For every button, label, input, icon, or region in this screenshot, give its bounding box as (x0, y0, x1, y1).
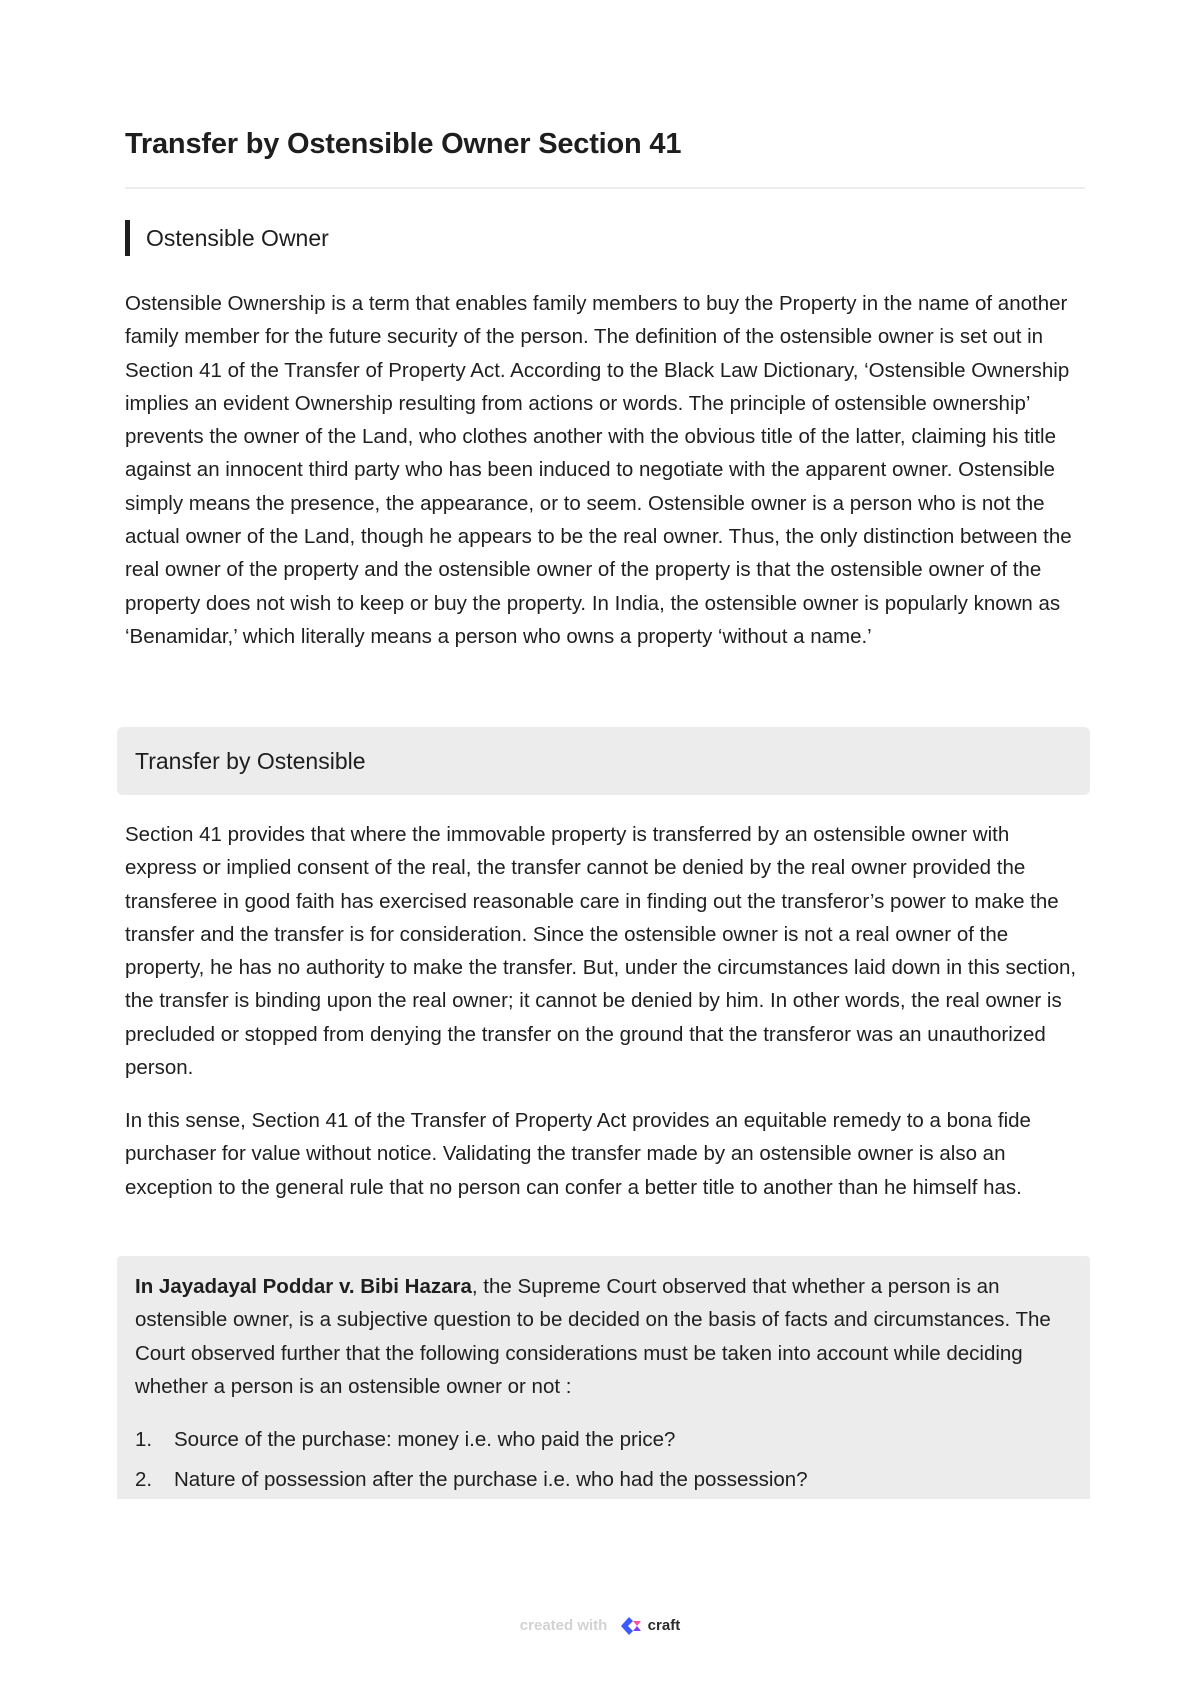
footer-brand: craft (647, 1616, 681, 1634)
list-number: 2. (135, 1468, 153, 1491)
callout-text (135, 1270, 1075, 1403)
list-item (135, 1420, 808, 1460)
title-divider (125, 187, 1085, 189)
section-heading-transfer-by-ostensible: Transfer by Ostensible (135, 748, 366, 774)
paragraph-ostensible-owner: Ostensible Ownership is a term that enables family members to buy the Property in the name of another family member for the future security of the person. The definition of the ostensible owner is set out in Section 41 of the Transfer of Property Act. According to the Black Law Dictionary, ‘Ostensible Ownership implies an evident Ownership resulting from actions or words. The principle of ostensible ownership’ prevents the owner of the Land, who clothes another with the obvious title of the latter, claiming his title against an innocent third party who has been induced to negotiate with the apparent owner. Ostensible simply means the presence, the appearance, or to seem. Ostensible owner is a person who is not the actual owner of the Land, though he appears to be the real owner. Thus, the only distinction between the real owner of the property and the ostensible owner of the property is that the ostensible owner of the property does not wish to keep or buy the property. In India, the ostensible owner is popularly known as ‘Benamidar,’ which literally means a person who owns a property ‘without a name.’ (125, 292, 1072, 648)
case-name: In Jayadayal Poddar v. Bibi Hazara (135, 1275, 472, 1298)
footer-credit[interactable] (0, 1616, 1200, 1636)
section-heading-box (117, 727, 1090, 795)
paragraph-section-41: Section 41 provides that where the immovable property is transferred by an ostensible owner with express or implied consent of the real, the transfer cannot be denied by the real owner provided the transferee in good faith has exercised reasonable care in finding out the transferor’s power to make the transfer and the transfer is for consideration. Since the ostensible owner is not a real owner of the property, he has no authority to make the transfer. But, under the circumstances laid down in this section, the transfer is binding upon the real owner; it cannot be denied by him. In other words, the real owner is precluded or stopped from denying the transfer on the ground that the transferor was an unauthorized person. (125, 823, 1077, 1080)
section-heading-ostensible-owner: Ostensible Owner (125, 220, 329, 256)
callout-body: , the Supreme Court observed that whether a person is an ostensible owner, is a subjective question to be decided on the basis of facts and circumstances. The Court observed further that the following considerations must be taken into account while deciding whether a person is an ostensible owner or not : (135, 1275, 1051, 1398)
case-callout (117, 1256, 1090, 1499)
page-title: Transfer by Ostensible Owner Section 41 (125, 128, 682, 160)
considerations-list (135, 1420, 808, 1500)
list-item (135, 1460, 808, 1500)
footer-prefix: created with (519, 1616, 608, 1634)
list-item-text: Nature of possession after the purchase i.e. who had the possession? (174, 1468, 808, 1491)
list-item-text: Source of the purchase: money i.e. who paid the price? (174, 1428, 676, 1451)
paragraph-equitable-remedy: In this sense, Section 41 of the Transfer of Property Act provides an equitable remedy to a bona fide purchaser for value without notice. Validating the transfer made by an ostensible owner is also an exception to the general rule that no person can confer a better title to another than he himself has. (125, 1109, 1031, 1199)
list-number: 1. (135, 1428, 153, 1451)
craft-logo-icon (620, 1616, 642, 1636)
